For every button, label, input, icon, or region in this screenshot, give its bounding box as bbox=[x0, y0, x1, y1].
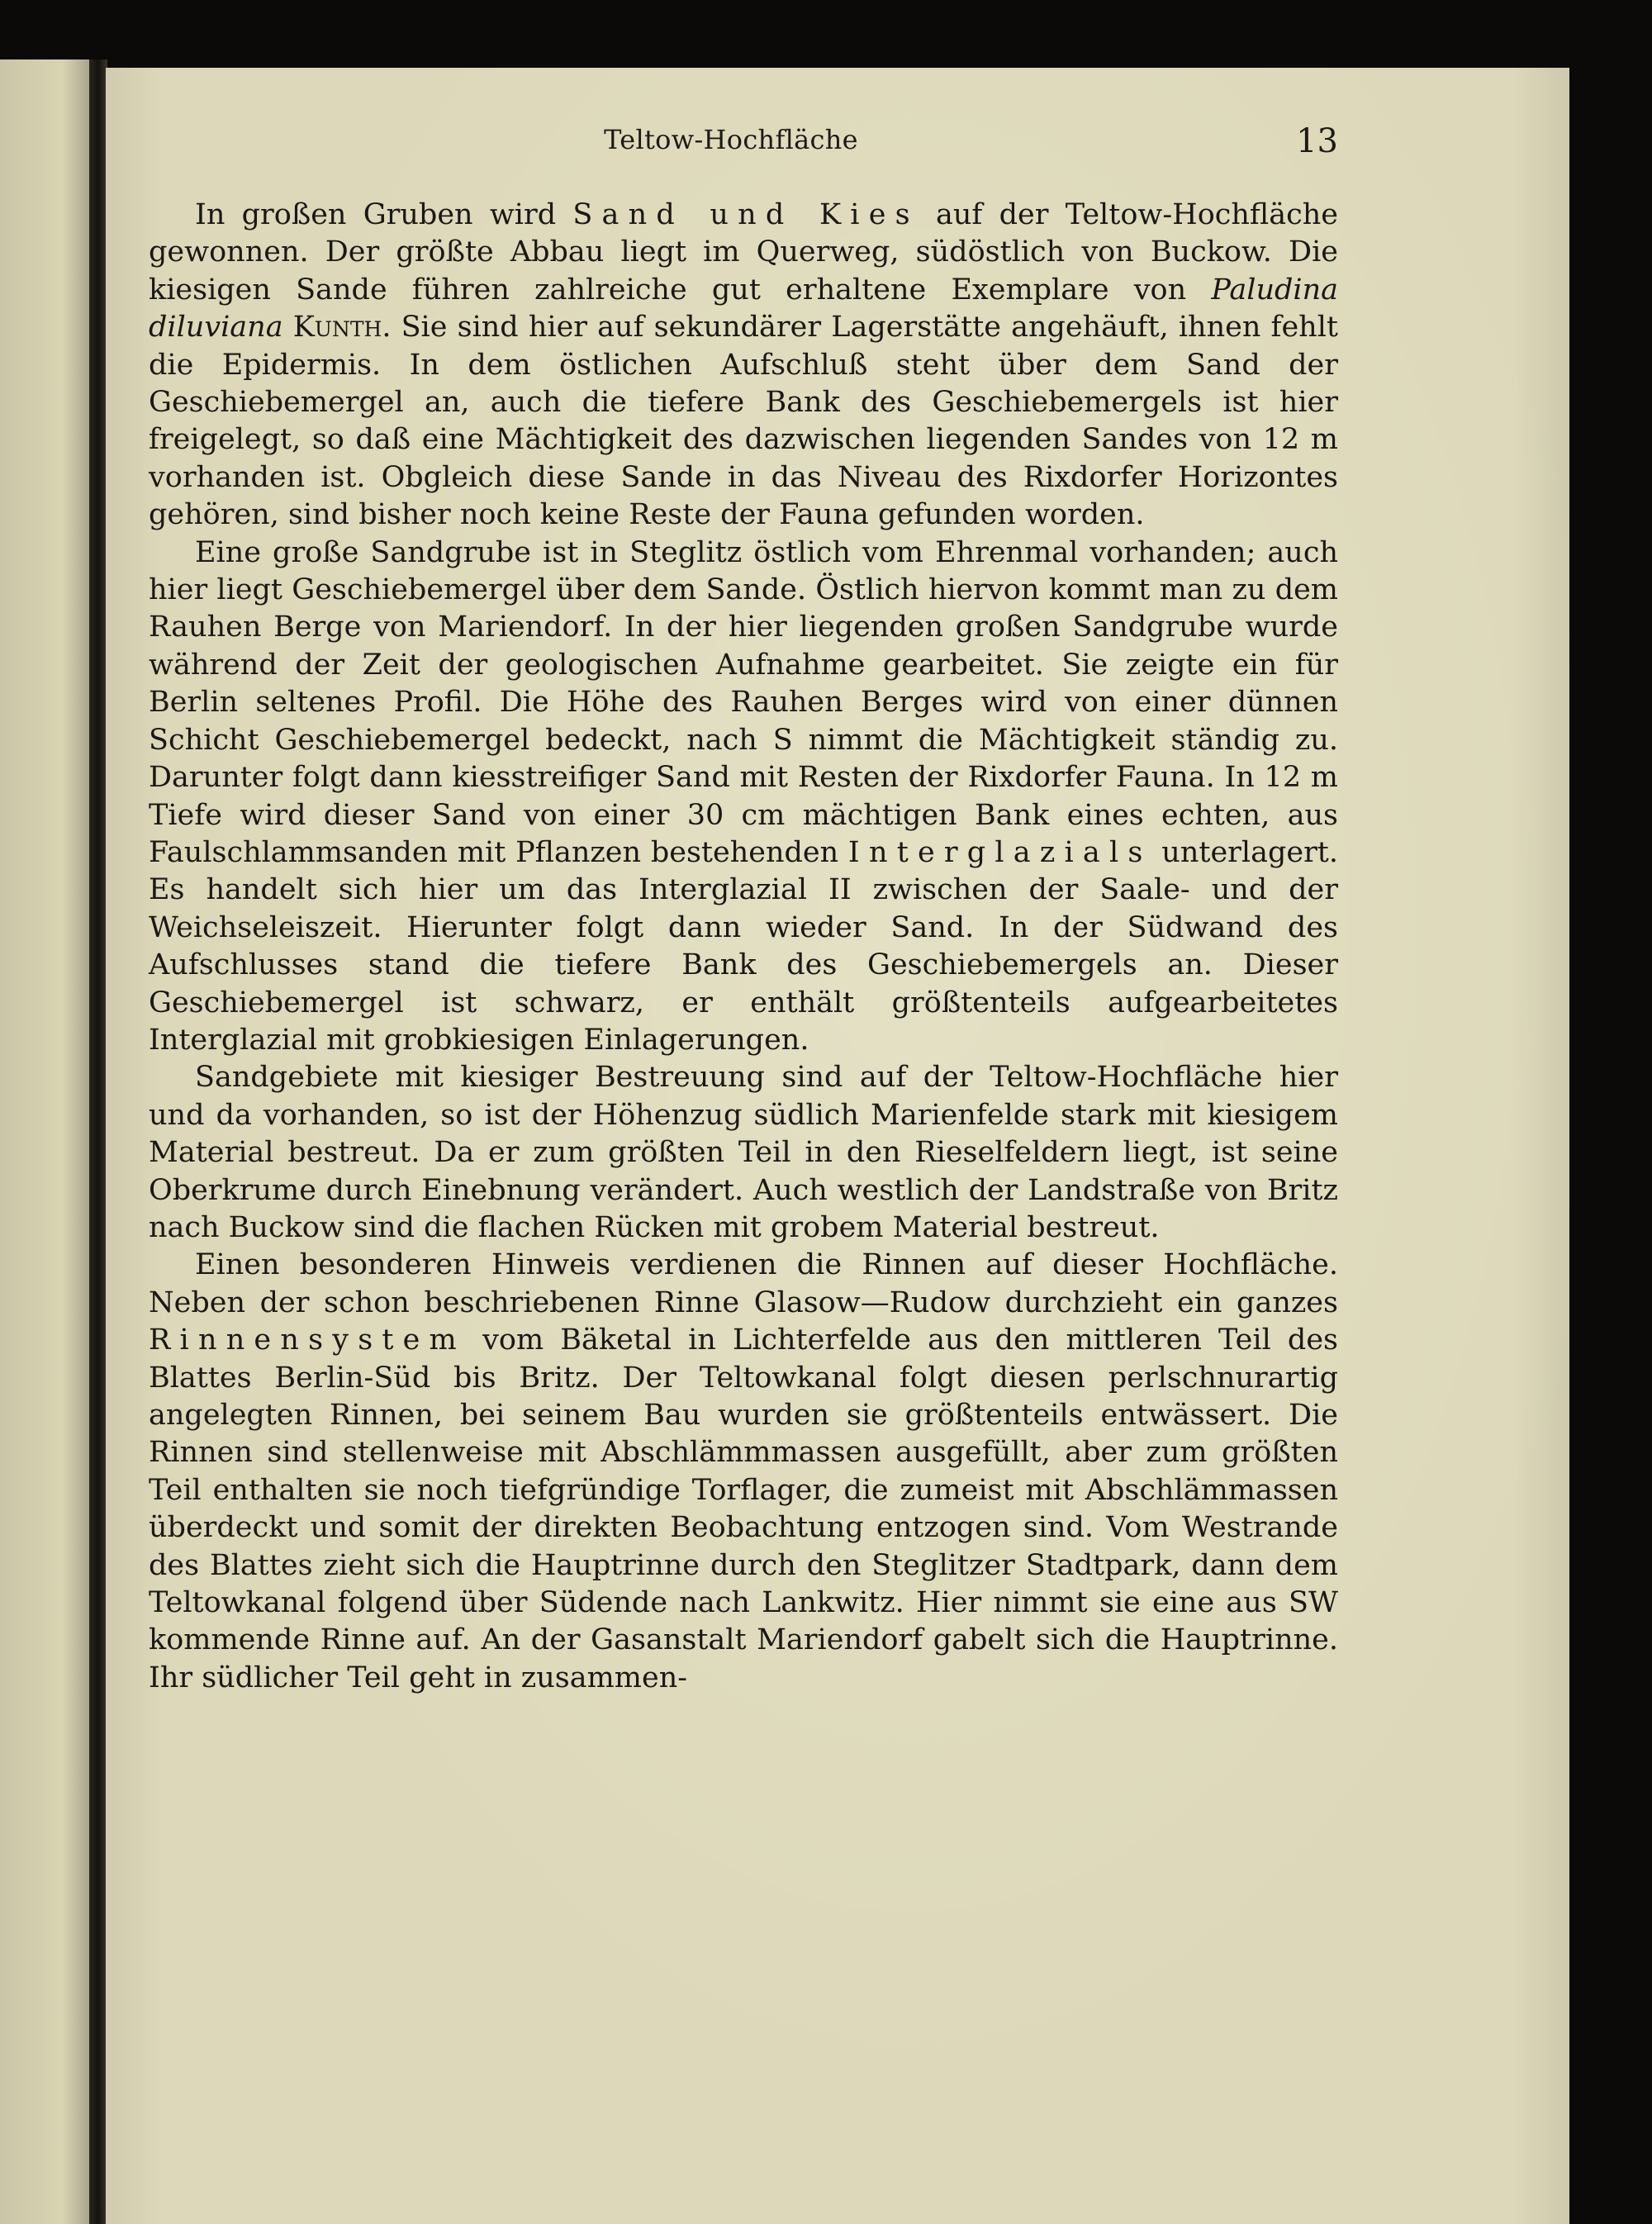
text-run: Eine große Sandgrube ist in Steglitz östlich vom Ehrenmal vorhanden; auch hier liegt Geschiebemergel über dem Sande. Östlich hiervon kommt man zu dem Rauhen Berge von Mariendorf. In der hier liegenden großen Sandgrube wurde während der Zeit der geologischen Aufnahme gearbeitet. Sie zeigte ein für Berlin seltenes Profil. Die Höhe des Rauhen Berges wird von einer dünnen Schicht Geschiebemergel bedeckt, nach S nimmt die Mächtigkeit ständig zu. Darunter folgt dann kiesstreifiger Sand mit Resten der Rixdorfer Fauna. In 12 m Tiefe wird dieser Sand von einer 30 cm mächtigen Bank eines echten, aus Faulschlammsanden mit Pflanzen bestehenden bbox=[149, 535, 1338, 869]
text-run: auf der Teltow-Hochfläche gewonnen. Der größte Abbau liegt im Querweg, südöstlich von Buckow. Die kiesigen Sande führen zahlreiche gut erhaltene Exemplare von bbox=[149, 198, 1338, 307]
spaced-emphasis: Rinnensystem bbox=[149, 1323, 466, 1357]
paragraph bbox=[149, 535, 1338, 1060]
running-head-title: Teltow-Hochfläche bbox=[604, 124, 858, 155]
text-run: Sandgebiete mit kiesiger Bestreuung sind auf der Teltow-Hochfläche hier und da vorhanden, so ist der Höhenzug südlich Marienfelde stark mit kiesigem Material bestreut. Da er zum größten Teil in den Rieselfeldern liegt, ist seine Oberkrume durch Einebnung verändert. Auch westlich der Landstraße von Britz nach Buckow sind die flachen Rücken mit grobem Material bestreut. bbox=[149, 1061, 1338, 1244]
spaced-emphasis: Interglazials bbox=[847, 835, 1152, 869]
italic-taxon: Paludina diluviana bbox=[149, 273, 1338, 345]
body-text bbox=[149, 197, 1338, 1697]
book-gutter bbox=[89, 59, 107, 2224]
text-run: Einen besonderen Hinweis verdienen die Rinnen auf dieser Hochfläche. Neben der schon beschriebenen Rinne Glasow—Rudow durchzieht ein ganzes bbox=[149, 1248, 1338, 1319]
paragraph bbox=[149, 1059, 1338, 1247]
text-run bbox=[283, 311, 293, 344]
facing-page-edge bbox=[0, 59, 89, 2224]
text-run: unterlagert. Es handelt sich hier um das Interglazial II zwischen der Saale- und der Weichseleiszeit. Hierunter folgt dann wieder Sand. In der Südwand des Aufschlusses stand die tiefere Bank des Geschiebemergels an. Dieser Geschiebemergel ist schwarz, er enthält größtenteils aufgearbeitetes Interglazial mit grobkiesigen Einlagerungen. bbox=[149, 835, 1338, 1057]
text-run: . Sie sind hier auf sekundärer Lagerstätte angehäuft, ihnen fehlt die Epidermis. In dem östlichen Aufschluß steht über dem Sand der Geschiebemergel an, auch die tiefere Bank des Geschiebemergels ist hier freigelegt, so daß eine Mächtigkeit des dazwischen liegenden Sandes von 12 m vorhanden ist. Obgleich diese Sande in das Niveau des Rixdorfer Horizontes gehören, sind bisher noch keine Reste der Fauna gefunden worden. bbox=[149, 311, 1338, 532]
spaced-emphasis: Sand und Kies bbox=[572, 198, 919, 231]
running-head bbox=[124, 124, 1338, 173]
paragraph bbox=[149, 1247, 1338, 1697]
page-number: 13 bbox=[1296, 122, 1338, 160]
text-run: In großen Gruben wird bbox=[195, 198, 573, 231]
text-run: vom Bäketal in Lichterfelde aus den mittleren Teil des Blattes Berlin-Süd bis Britz. Der Teltowkanal folgt diesen perlschnurartig angelegten Rinnen, bei seinem Bau wurden sie größtenteils entwässert. Die Rinnen sind stellenweise mit Abschlämmmassen ausgefüllt, aber zum größten Teil enthalten sie noch tiefgründige Torflager, die zumeist mit Abschlämmassen überdeckt und somit der direkten Beobachtung entzogen sind. Vom Westrande des Blattes zieht sich die Hauptrinne durch den Steglitzer Stadtpark, dann dem Teltowkanal folgend über Südende nach Lankwitz. Hier nimmt sie eine aus SW kommende Rinne auf. An der Gasanstalt Mariendorf gabelt sich die Hauptrinne. Ihr südlicher Teil geht in zusammen- bbox=[149, 1323, 1338, 1694]
small-caps-author: Kunth bbox=[292, 311, 382, 345]
paragraph bbox=[149, 197, 1338, 535]
